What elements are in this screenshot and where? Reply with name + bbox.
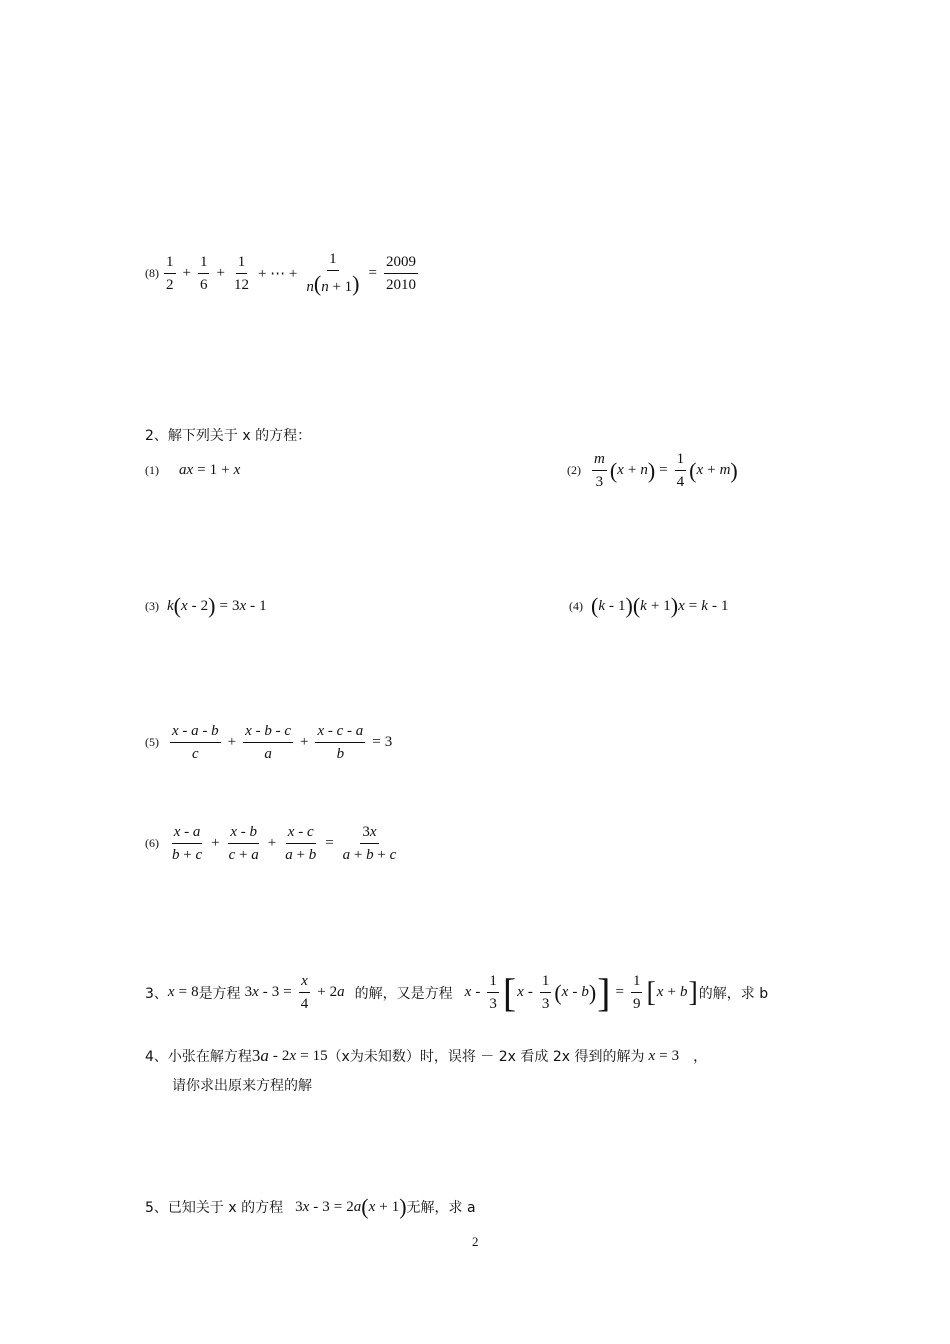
fraction: $\frac{1}{3}$ <box>489 973 497 1012</box>
item-label: (8) <box>145 265 159 280</box>
fraction: $\frac{1}{6}$ <box>199 253 208 293</box>
equation-2-6: (6) $\frac{x - a}{b + c}$ + $\frac{x - b}{c + a}$ + $\frac{x - c}{a + b}$ = $\frac{3x}{a + b + c}$ <box>145 824 397 863</box>
page-number: 2 <box>472 1234 479 1249</box>
item-label: (5) <box>145 735 159 749</box>
fraction: $\frac{x - b - c}{a}$ <box>245 723 291 762</box>
fraction: $\frac{1}{n(n + 1)}$ <box>306 251 360 296</box>
fraction: $\frac{1}{3}$ <box>541 973 550 1012</box>
fraction: $\frac{1}{4}$ <box>676 451 685 490</box>
fraction: $\frac{x - a}{b + c}$ <box>172 824 203 863</box>
fraction: $\frac{1}{2}$ <box>166 253 174 293</box>
question-3: 3、 x = 8 是方程 3x - 3 = $\frac{x}{4}$ + 2 a 的解，又是方程 x - $\frac{1}{3}$ [ x - $\frac{1}{3}$ ( x - b ) ] = $\frac{1}{9}$ [ x + b ] 的解，求 b <box>145 969 769 1015</box>
item-label: (1) <box>145 463 159 477</box>
fraction: $\frac{x - c - a}{b}$ <box>317 723 364 762</box>
equation-2-2: (2) $\frac{m}{3}$ ( x + n ) = $\frac{1}{4}$ ( x + m ) <box>567 451 738 490</box>
question-2-title: 2、解下列关于 x 的方程： <box>145 428 312 444</box>
equation-8: (8) $\frac{1}{2}$ + $\frac{1}{6}$ + $\frac{1}{12}$ + ⋯ + $\frac{1}{n(n + 1)}$ = $\frac{2009}{2010}$ <box>145 251 416 296</box>
fraction: $\frac{2009}{2010}$ <box>385 253 416 293</box>
equation-2-5: (5) $\frac{x - a - b}{c}$ + $\frac{x - b - c}{a}$ + $\frac{x - c - a}{b}$ = 3 <box>145 723 393 762</box>
fraction: $\frac{1}{12}$ <box>233 253 249 293</box>
item-label: (6) <box>145 836 159 850</box>
item-label: (3) <box>145 598 159 613</box>
fraction: $\frac{x}{4}$ <box>300 973 309 1012</box>
fraction: $\frac{x - c}{a + b}$ <box>285 824 317 863</box>
question-5: 5、已知关于 x 的方程 3 x - 3 = 2 a ( x + 1 ) 无解，求 a <box>145 1194 476 1219</box>
fraction: $\frac{x - b}{c + a}$ <box>228 824 259 863</box>
fraction: $\frac{x - a - b}{c}$ <box>172 723 219 762</box>
question-4-line-1: 4、小张在解方程 3a - 2 x = 15 （x为未知数）时，误将 － 2x 看成 2x 得到的解为 x = 3 ， <box>145 1046 708 1065</box>
fraction: $\frac{m}{3}$ <box>594 451 605 490</box>
fraction: $\frac{1}{9}$ <box>632 973 641 1012</box>
question-4-line-2: 请你求出原来方程的解 <box>172 1078 312 1094</box>
item-label: (4) <box>569 598 583 613</box>
equation-2-1: (1) ax = 1 + x <box>145 462 241 478</box>
item-label: (2) <box>567 463 581 477</box>
equation-2-4: (4) ( k - 1 )( k + 1 ) x = k - 1 <box>569 593 729 618</box>
equation-2-3: (3) k ( x - 2 ) = 3 x - 1 <box>145 593 267 618</box>
fraction: $\frac{3x}{a + b + c}$ <box>342 824 397 863</box>
